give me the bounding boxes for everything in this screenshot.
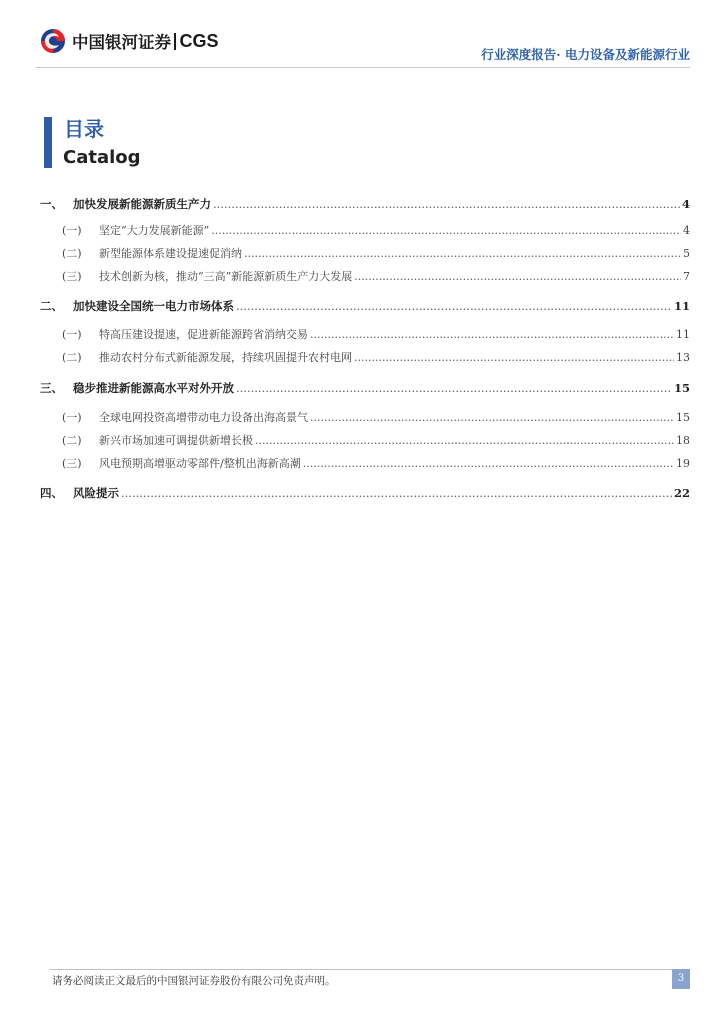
toc-entry-page: 15 — [673, 381, 690, 395]
toc-dot-leader — [236, 299, 672, 313]
catalog-title-en: Catalog — [63, 147, 141, 168]
toc-entry[interactable] — [40, 380, 690, 396]
toc-entry-number: (二) — [62, 247, 82, 260]
toc-entry[interactable] — [40, 298, 690, 314]
toc-entry-title: 坚定“大力发展新能源” — [99, 224, 210, 237]
toc-entry-number: (一) — [62, 328, 82, 341]
toc-entry-number: (一) — [62, 224, 82, 237]
toc-entry-page: 4 — [681, 197, 690, 211]
toc-entry-number: (三) — [62, 270, 82, 283]
toc-dot-leader — [211, 224, 681, 237]
toc-entry-title: 新型能源体系建设提速促消纳 — [99, 247, 242, 260]
toc-dot-leader — [303, 457, 674, 470]
toc-dot-leader — [244, 247, 681, 260]
toc-entry-title: 加快建设全国统一电力市场体系 — [73, 299, 234, 313]
toc-entry[interactable] — [62, 222, 690, 238]
toc-entry[interactable] — [62, 432, 690, 448]
toc-dot-leader — [213, 197, 680, 211]
toc-entry-page: 13 — [676, 351, 690, 364]
toc-entry-number: 四、 — [40, 486, 63, 500]
toc-entry[interactable] — [62, 268, 690, 284]
toc-entry[interactable] — [62, 245, 690, 261]
toc-entry-page: 19 — [676, 457, 690, 470]
toc-entry[interactable] — [62, 409, 690, 425]
toc-entry[interactable] — [40, 196, 690, 212]
toc-entry[interactable] — [62, 349, 690, 365]
toc-dot-leader — [310, 328, 674, 341]
toc-dot-leader — [354, 351, 674, 364]
toc-dot-leader — [255, 434, 674, 447]
toc-entry-page: 11 — [676, 328, 690, 341]
toc-dot-leader — [121, 486, 672, 500]
toc-entry-title: 风电预期高增驱动零部件/整机出海新高潮 — [99, 457, 301, 470]
toc-entry-page: 4 — [683, 224, 690, 237]
toc-entry-title: 新兴市场加速可调提供新增长极 — [99, 434, 253, 447]
toc-entry-number: (一) — [62, 411, 82, 424]
toc-entry[interactable] — [40, 485, 690, 501]
toc-entry-number: 二、 — [40, 299, 63, 313]
toc-entry-title: 加快发展新能源新质生产力 — [73, 197, 211, 211]
toc-entry-number: (二) — [62, 434, 82, 447]
toc-entry-title: 推动农村分布式新能源发展，持续巩固提升农村电网 — [99, 351, 352, 364]
toc-entry-number: (三) — [62, 457, 82, 470]
toc-entry[interactable] — [62, 326, 690, 342]
toc-entry-page: 22 — [673, 486, 690, 500]
toc-entry-number: (二) — [62, 351, 82, 364]
toc-entry-number: 三、 — [40, 381, 63, 395]
toc-dot-leader — [310, 411, 674, 424]
page-number: 3 — [672, 969, 690, 989]
catalog-title-cn: 目录 — [64, 117, 104, 141]
toc-entry-number: 一、 — [40, 197, 63, 211]
toc-entry-page: 5 — [683, 247, 690, 260]
toc-entry-page: 15 — [676, 411, 690, 424]
toc-entry-title: 稳步推进新能源高水平对外开放 — [73, 381, 234, 395]
toc-dot-leader — [354, 270, 681, 283]
logo-chinese-name: 中国银河证券 — [72, 33, 171, 52]
logo-english-name: CGS — [179, 30, 219, 51]
toc-dot-leader — [236, 381, 672, 395]
toc-entry-page: 11 — [673, 299, 690, 313]
footer-disclaimer: 请务必阅读正文最后的中国银河证券股份有限公司免责声明。 — [52, 975, 336, 987]
toc-entry-page: 18 — [676, 434, 690, 447]
footer-divider — [50, 969, 690, 970]
toc-entry-title: 风险提示 — [73, 486, 119, 500]
toc-entry-title: 全球电网投资高增带动电力设备出海高景气 — [99, 411, 308, 424]
toc-entry-title: 特高压建设提速，促进新能源跨省消纳交易 — [99, 328, 308, 341]
report-type-label: 行业深度报告· 电力设备及新能源行业 — [481, 47, 690, 62]
toc-entry[interactable] — [62, 455, 690, 471]
toc-entry-title: 技术创新为核，推动“三高”新能源新质生产力大发展 — [99, 270, 353, 283]
toc-entry-page: 7 — [683, 270, 690, 283]
